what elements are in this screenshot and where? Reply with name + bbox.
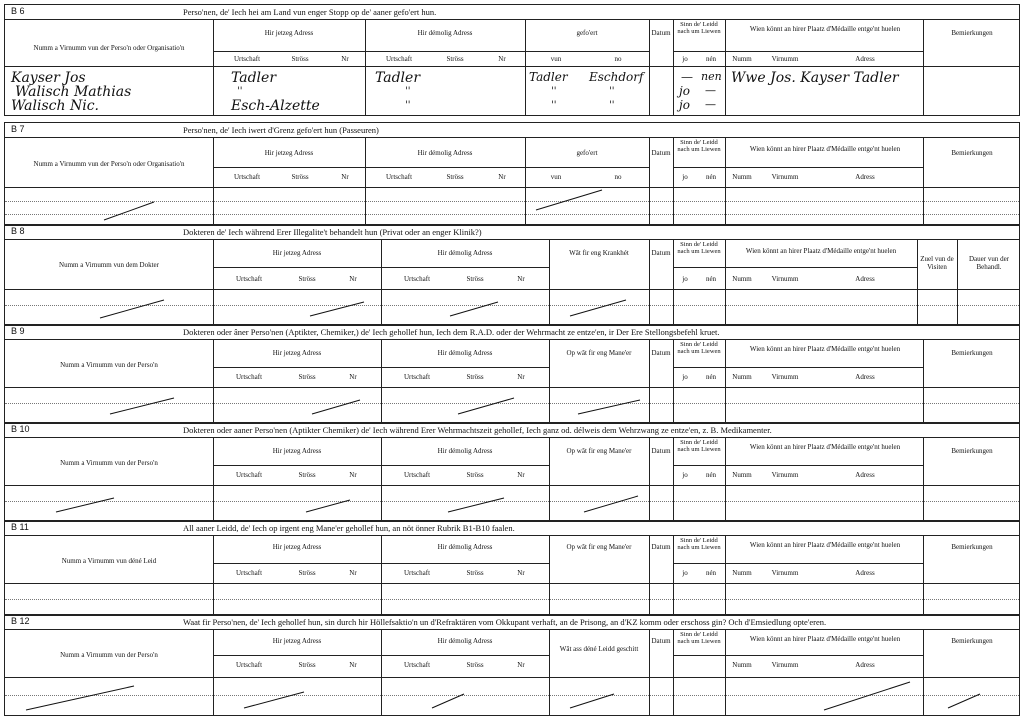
col-hir-demolig-header: Hir démolig Adress <box>437 447 493 455</box>
col-hir-jetzeg-header: Hir jetzeg Adress <box>272 249 322 257</box>
col-urtschaft: Urtschaft <box>385 55 413 63</box>
col-sinn-leidd: Sinn de' Leidd nach um Liewen <box>677 537 721 552</box>
col-jo: jo <box>682 471 688 479</box>
col-hir-jetzeg-header: Hir jetzeg Adress <box>264 149 314 157</box>
col-virnumm: Virnumm <box>771 173 799 181</box>
col-urtschaft: Urtschaft <box>385 173 413 181</box>
col-stross: Ströss <box>466 569 484 577</box>
col-nr: Nr <box>517 661 525 669</box>
col-no: no <box>614 173 622 181</box>
col-urtschaft: Urtschaft <box>235 373 263 381</box>
resistance-form-page <box>4 4 1020 716</box>
section-title: Perso'nen, de' Iech iwert d'Grenz gefo'ert hun (Passeuren) <box>183 124 379 135</box>
col-bemierkungen: Bemierkungen <box>951 149 993 157</box>
col-nr: Nr <box>341 173 349 181</box>
col-name-header: Numm a Virnumm vun der Perso'n oder Organisatio'n <box>33 160 185 168</box>
col-nen: nén <box>705 373 717 381</box>
col-nen: nén <box>705 471 717 479</box>
col-datum: Datum <box>651 349 671 357</box>
hw-name: Kayser Jos <box>11 70 86 86</box>
col-nr: Nr <box>517 569 525 577</box>
col-stross: Ströss <box>466 275 484 283</box>
col-datum: Datum <box>651 637 671 645</box>
hw-name: Walisch Nic. <box>11 98 99 114</box>
col-adress: Adress <box>855 373 875 381</box>
hw-no: '' <box>609 100 615 111</box>
col-hir-jetzeg-header: Hir jetzeg Adress <box>272 637 322 645</box>
col-stross: Ströss <box>298 569 316 577</box>
col-nr: Nr <box>341 55 349 63</box>
col-zuel-visiten: Zuel vun de Visiten <box>920 255 954 272</box>
col-nr: Nr <box>349 471 357 479</box>
col-sinn-leidd: Sinn de' Leidd nach um Liewen <box>677 241 721 256</box>
col-hir-jetzeg-header: Hir jetzeg Adress <box>272 349 322 357</box>
section-title: All aaner Leidd, de' Iech op irgent eng Mane'er gehollef hun, an nöt önner Rubrik B1-B10 faalen. <box>183 522 515 533</box>
col-nr: Nr <box>517 471 525 479</box>
col-datum: Datum <box>651 249 671 257</box>
col-adress: Adress <box>855 173 875 181</box>
col-adress: Adress <box>855 661 875 669</box>
col-stross: Ströss <box>298 661 316 669</box>
col-name-header: Numm a Virnumm vun dem Dokter <box>59 261 159 269</box>
col-nen: nén <box>705 569 717 577</box>
col-nr: Nr <box>498 173 506 181</box>
col-op-wat-maner: Op wât fir eng Mane'er <box>566 349 632 357</box>
col-nr: Nr <box>517 373 525 381</box>
col-vun: vun <box>550 55 562 63</box>
col-jo: jo <box>682 373 688 381</box>
col-adress: Adress <box>855 55 875 63</box>
col-nen: nén <box>705 55 717 63</box>
col-bemierkungen: Bemierkungen <box>951 349 993 357</box>
col-sinn-leidd: Sinn de' Leidd nach um Liewen <box>677 341 721 356</box>
col-hir-demolig-header: Hir démolig Adress <box>437 543 493 551</box>
section-title: Dokteren oder âner Perso'nen (Aptikter, Chemiker,) de' Iech gehollef hun, Iech dem R.A.D. oder der Wehrmacht ze entze'en, ir Der Ere Stellongsbefehl kruet. <box>183 326 720 337</box>
col-hir-demolig-header: Hir démolig Adress <box>437 249 493 257</box>
col-sinn-leidd: Sinn de' Leidd nach um Liewen <box>677 139 721 154</box>
col-urtschaft: Urtschaft <box>403 471 431 479</box>
col-stross: Ströss <box>291 55 309 63</box>
col-urtschaft: Urtschaft <box>403 569 431 577</box>
hw-no: '' <box>609 86 615 97</box>
hw-datum: — <box>681 70 693 84</box>
section-code: B 10 <box>11 424 30 434</box>
col-jo: jo <box>682 173 688 181</box>
section-title: Dokteren de' Iech während Erer Illegalite't behandelt hun (Privat oder an enger Klinik?) <box>183 226 482 237</box>
hw-demolig: '' <box>405 100 411 111</box>
col-wien-header: Wien könnt an hirer Plaatz d'Médaille entge'nt huelen <box>749 345 901 353</box>
col-numm: Numm <box>732 569 752 577</box>
col-nr: Nr <box>349 275 357 283</box>
col-no: no <box>614 55 622 63</box>
col-nr: Nr <box>349 373 357 381</box>
col-nen: nén <box>705 173 717 181</box>
hw-demolig: '' <box>405 86 411 97</box>
hw-name: Walisch Mathias <box>15 84 132 100</box>
hw-datum: jo <box>679 84 690 98</box>
hw-jetzeg: '' <box>237 86 243 97</box>
hw-jetzeg: Tadler <box>231 70 277 86</box>
col-op-wat-maner: Op wât fir eng Mane'er <box>566 543 632 551</box>
col-stross: Ströss <box>291 173 309 181</box>
hw-vun: Tadler <box>529 70 568 84</box>
col-bemierkungen: Bemierkungen <box>951 29 993 37</box>
col-stross: Ströss <box>298 275 316 283</box>
hw-datum: jo <box>679 98 690 112</box>
col-jo: jo <box>682 55 688 63</box>
col-jo: jo <box>682 569 688 577</box>
section-title: Perso'nen, de' Iech hei am Land vun enger Stopp op de' aaner gefo'ert hun. <box>183 6 437 17</box>
col-stross: Ströss <box>446 55 464 63</box>
col-urtschaft: Urtschaft <box>233 55 261 63</box>
col-datum: Datum <box>651 447 671 455</box>
col-name-header: Numm a Virnumm vun der Perso'n <box>60 361 158 369</box>
section-code: B 8 <box>11 226 25 236</box>
col-hir-jetzeg-header: Hir jetzeg Adress <box>272 447 322 455</box>
col-wien-header: Wien könnt an hirer Plaatz d'Médaille entge'nt huelen <box>749 541 901 549</box>
col-jo: jo <box>682 275 688 283</box>
col-urtschaft: Urtschaft <box>235 569 263 577</box>
col-urtschaft: Urtschaft <box>235 471 263 479</box>
col-numm: Numm <box>732 173 752 181</box>
section-code: B 6 <box>11 6 25 16</box>
col-nen: nén <box>705 275 717 283</box>
col-urtschaft: Urtschaft <box>403 275 431 283</box>
col-stross: Ströss <box>298 373 316 381</box>
col-urtschaft: Urtschaft <box>235 661 263 669</box>
col-stross: Ströss <box>466 661 484 669</box>
hw-no: Eschdorf <box>589 70 644 84</box>
col-adress: Adress <box>855 275 875 283</box>
col-urtschaft: Urtschaft <box>233 173 261 181</box>
col-virnumm: Virnumm <box>771 373 799 381</box>
col-name-header: Numm a Virnumm vun déné Leid <box>61 557 157 565</box>
col-adress: Adress <box>855 471 875 479</box>
col-hir-demolig-header: Hir démolig Adress <box>417 149 473 157</box>
col-bemierkungen: Bemierkungen <box>951 637 993 645</box>
pen-strike-marks <box>4 4 1020 716</box>
col-urtschaft: Urtschaft <box>403 661 431 669</box>
col-sinn-leidd: Sinn de' Leidd nach um Liewen <box>677 439 721 454</box>
col-virnumm: Virnumm <box>771 275 799 283</box>
hw-nen: — <box>705 98 716 111</box>
col-gefoert-header: gefo'ert <box>576 149 598 157</box>
col-hir-jetzeg-header: Hir jetzeg Adress <box>264 29 314 37</box>
section-title: Dokteren oder aaner Perso'nen (Aptikter Chemiker) de' Iech während Erer Wehrmachtszeit gehollef, Iech ganz od. délweis dem Wehrzwang ze entze'en, z. B. Medikamenter. <box>183 424 772 435</box>
hw-vun: '' <box>551 86 557 97</box>
col-nr: Nr <box>498 55 506 63</box>
hw-vun: '' <box>551 100 557 111</box>
col-urtschaft: Urtschaft <box>403 373 431 381</box>
col-name-header: Numm a Virnumm vun der Perso'n <box>60 459 158 467</box>
col-sinn-leidd: Sinn de' Leidd nach um Liewen <box>677 631 721 646</box>
col-hir-demolig-header: Hir démolig Adress <box>437 349 493 357</box>
col-datum: Datum <box>651 149 671 157</box>
col-datum: Datum <box>651 543 671 551</box>
col-virnumm: Virnumm <box>771 569 799 577</box>
col-virnumm: Virnumm <box>771 55 799 63</box>
col-nr: Nr <box>517 275 525 283</box>
col-numm: Numm <box>732 275 752 283</box>
hw-nen: nen <box>701 70 722 83</box>
section-code: B 11 <box>11 522 29 532</box>
col-numm: Numm <box>732 373 752 381</box>
col-name-header: Numm a Virnumm vun der Perso'n <box>60 651 158 659</box>
col-bemierkungen: Bemierkungen <box>951 447 993 455</box>
col-hir-demolig-header: Hir démolig Adress <box>437 637 493 645</box>
hw-nen: — <box>705 84 716 97</box>
hw-wien: Wwe Jos. Kayser Tadler <box>731 70 899 86</box>
col-nr: Nr <box>349 661 357 669</box>
hw-jetzeg: Esch-Alzette <box>231 98 320 114</box>
col-nr: Nr <box>349 569 357 577</box>
hw-demolig: Tadler <box>375 70 421 86</box>
section-code: B 12 <box>11 616 30 626</box>
col-wien-header: Wien könnt an hirer Plaatz d'Médaille entge'nt huelen <box>749 635 901 643</box>
section-code: B 7 <box>11 124 25 134</box>
col-stross: Ströss <box>298 471 316 479</box>
col-wien-header: Wien könnt an hirer Plaatz d'Médaille entge'nt huelen <box>749 25 901 33</box>
col-virnumm: Virnumm <box>771 661 799 669</box>
section-title: Waat fir Perso'nen, de' Iech gehollef hun, sin durch hir Höllefsaktio'n un d'Refraktären vom Okkupant verhaft, an de Prisong, an d'KZ komm oder erschoss gin? Och d'Emsiedlung opte'eren. <box>183 616 827 627</box>
col-numm: Numm <box>732 661 752 669</box>
col-virnumm: Virnumm <box>771 471 799 479</box>
col-wien-header: Wien könnt an hirer Plaatz d'Médaille entge'nt huelen <box>749 145 901 153</box>
col-gefoert-header: gefo'ert <box>576 29 598 37</box>
col-datum: Datum <box>651 29 671 37</box>
col-vun: vun <box>550 173 562 181</box>
col-name-header: Numm a Virnumm vun der Perso'n oder Organisatio'n <box>33 44 185 52</box>
col-adress: Adress <box>855 569 875 577</box>
col-urtschaft: Urtschaft <box>235 275 263 283</box>
col-hir-demolig-header: Hir démolig Adress <box>417 29 473 37</box>
col-sinn-leidd: Sinn de' Leidd nach um Liewen <box>677 21 721 36</box>
col-stross: Ströss <box>466 471 484 479</box>
section-code: B 9 <box>11 326 25 336</box>
col-wat-dene-leidd: Wât ass déné Leidd geschitt <box>559 645 639 653</box>
col-wien-header: Wien könnt an hirer Plaatz d'Médaille entge'nt huelen <box>749 443 901 451</box>
col-dauer-behandl: Dauer vun der Behandl. <box>968 255 1010 272</box>
col-numm: Numm <box>732 55 752 63</box>
col-stross: Ströss <box>466 373 484 381</box>
col-hir-jetzeg-header: Hir jetzeg Adress <box>272 543 322 551</box>
col-numm: Numm <box>732 471 752 479</box>
col-op-wat-maner: Op wât fir eng Mane'er <box>566 447 632 455</box>
col-wien-header: Wien könnt an hirer Plaatz d'Médaille entge'nt huelen <box>745 247 897 255</box>
col-stross: Ströss <box>446 173 464 181</box>
col-bemierkungen: Bemierkungen <box>951 543 993 551</box>
col-krankheet: Wât fir eng Krankhét <box>569 249 629 257</box>
